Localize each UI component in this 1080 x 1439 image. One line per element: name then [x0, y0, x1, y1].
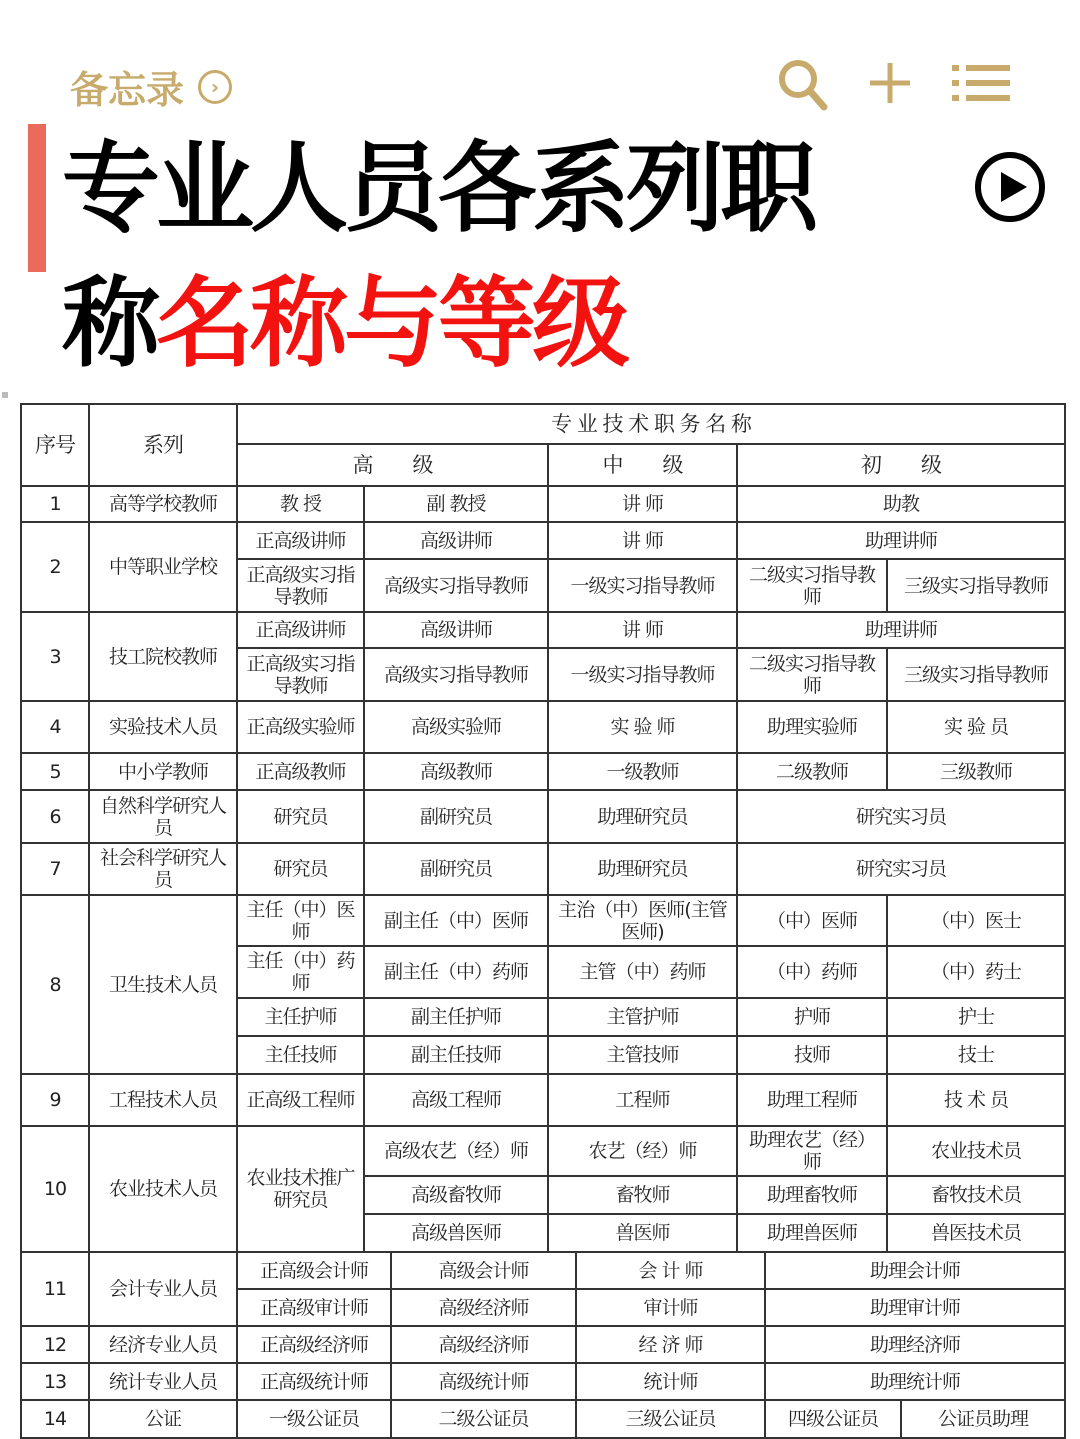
play-icon[interactable] — [975, 152, 1045, 222]
title-cell: 副主任技师 — [364, 1036, 548, 1074]
title-cell: 高级会计师 — [391, 1252, 576, 1289]
title-cell: 助理研究员 — [548, 843, 737, 895]
header-no: 序号 — [21, 404, 89, 486]
header-senior: 高 级 — [237, 444, 548, 486]
row-number: 7 — [21, 843, 89, 895]
title-cell: 讲 师 — [548, 612, 737, 648]
title-cell: 助理工程师 — [737, 1074, 887, 1126]
title-cell: 二级公证员 — [391, 1400, 576, 1438]
table-row — [21, 522, 1065, 559]
row-series: 会计专业人员 — [89, 1252, 237, 1326]
title-cell: 副研究员 — [364, 843, 548, 895]
table-row — [21, 895, 1065, 946]
row-number: 6 — [21, 790, 89, 843]
row-series: 经济专业人员 — [89, 1326, 237, 1363]
title-cell: 公证员助理 — [901, 1400, 1065, 1438]
title-cell: 研究员 — [237, 790, 364, 843]
title-cell: 三级公证员 — [576, 1400, 765, 1438]
title-cell: 正高级工程师 — [237, 1074, 364, 1126]
row-number: 9 — [21, 1074, 89, 1126]
title-cell: 三级实习指导教师 — [887, 559, 1065, 612]
title-cell: 工程师 — [548, 1074, 737, 1126]
title-cell: 正高级实验师 — [237, 701, 364, 753]
title-cell: 高级教师 — [364, 753, 548, 790]
title-accent-bar — [28, 124, 46, 272]
title-cell: 四级公证员 — [765, 1400, 901, 1438]
title-cell: 主管技师 — [548, 1036, 737, 1074]
table-row — [21, 790, 1065, 843]
header-title-names: 专 业 技 术 职 务 名 称 — [237, 404, 1065, 444]
title-cell: 会 计 师 — [576, 1252, 765, 1289]
title-cell: 实 验 师 — [548, 701, 737, 753]
header-junior: 初 级 — [737, 444, 1065, 486]
top-nav-bar — [0, 55, 1080, 115]
row-series: 自然科学研究人员 — [89, 790, 237, 843]
header-series: 系列 — [89, 404, 237, 486]
title-cell: 助教 — [737, 486, 1065, 522]
title-cell: 助理实验师 — [737, 701, 887, 753]
title-cell: 高级畜牧师 — [364, 1176, 548, 1214]
title-cell: 研究实习员 — [737, 843, 1065, 895]
row-series: 中小学教师 — [89, 753, 237, 790]
title-black-part: 称 — [62, 267, 157, 381]
plus-icon[interactable] — [868, 61, 912, 105]
title-cell: 高级经济师 — [391, 1326, 576, 1363]
row-number: 2 — [21, 522, 89, 612]
title-cell: 农艺（经）师 — [548, 1126, 737, 1176]
title-cell: 主管（中）药师 — [548, 946, 737, 998]
title-cell: 助理经济师 — [765, 1326, 1065, 1363]
title-grades-table — [20, 403, 1066, 1253]
note-title-line1: 专业人员各系列职 — [62, 132, 815, 246]
header-middle: 中 级 — [548, 444, 737, 486]
row-number: 10 — [21, 1126, 89, 1252]
title-cell: 正高级会计师 — [237, 1252, 391, 1289]
title-cell: 助理讲师 — [737, 612, 1065, 648]
title-cell: 主任（中）医师 — [237, 895, 364, 946]
row-series: 统计专业人员 — [89, 1363, 237, 1400]
title-cell: 助理讲师 — [737, 522, 1065, 559]
table-row — [21, 1400, 1065, 1438]
title-cell: 教 授 — [237, 486, 364, 522]
table-row — [21, 1074, 1065, 1126]
row-series: 中等职业学校 — [89, 522, 237, 612]
row-series: 技工院校教师 — [89, 612, 237, 701]
title-cell: 高级实习指导教师 — [364, 648, 548, 701]
title-cell: 农业技术推广研究员 — [237, 1126, 364, 1252]
title-cell: 助理兽医师 — [737, 1214, 887, 1252]
title-cell: 高级实验师 — [364, 701, 548, 753]
title-cell: 兽医师 — [548, 1214, 737, 1252]
title-cell: 高级经济师 — [391, 1289, 576, 1326]
title-cell: 讲 师 — [548, 486, 737, 522]
title-cell: 一级实习指导教师 — [548, 648, 737, 701]
row-number: 5 — [21, 753, 89, 790]
title-cell: （中）医士 — [887, 895, 1065, 946]
title-cell: 一级教师 — [548, 753, 737, 790]
title-cell: 农业技术员 — [887, 1126, 1065, 1176]
row-number: 3 — [21, 612, 89, 701]
title-cell: 助理统计师 — [765, 1363, 1065, 1400]
chevron-right-icon: › — [198, 70, 232, 104]
title-cell: 畜牧师 — [548, 1176, 737, 1214]
title-cell: 正高级统计师 — [237, 1363, 391, 1400]
title-cell: 三级教师 — [887, 753, 1065, 790]
title-cell: 高级农艺（经）师 — [364, 1126, 548, 1176]
title-cell: 研究实习员 — [737, 790, 1065, 843]
title-cell: 主治（中）医师(主管医师) — [548, 895, 737, 946]
title-cell: 兽医技术员 — [887, 1214, 1065, 1252]
title-cell: 正高级审计师 — [237, 1289, 391, 1326]
title-cell: 正高级实习指导教师 — [237, 559, 364, 612]
title-cell: 二级实习指导教师 — [737, 648, 887, 701]
table-row — [21, 701, 1065, 753]
row-series: 实验技术人员 — [89, 701, 237, 753]
table-row — [21, 843, 1065, 895]
title-cell: 副主任护师 — [364, 998, 548, 1036]
note-title-line2 — [62, 267, 627, 381]
title-cell: 副主任（中）医师 — [364, 895, 548, 946]
title-cell: 经 济 师 — [576, 1326, 765, 1363]
title-cell: （中）药士 — [887, 946, 1065, 998]
title-cell: 审计师 — [576, 1289, 765, 1326]
back-to-notes-button[interactable] — [70, 59, 232, 114]
title-cell: 主任护师 — [237, 998, 364, 1036]
title-cell: 二级教师 — [737, 753, 887, 790]
title-cell: 一级公证员 — [237, 1400, 391, 1438]
table-row — [21, 753, 1065, 790]
row-series: 农业技术人员 — [89, 1126, 237, 1252]
title-cell: 高级兽医师 — [364, 1214, 548, 1252]
row-number: 11 — [21, 1252, 89, 1326]
title-cell: （中）药师 — [737, 946, 887, 998]
title-cell: 讲 师 — [548, 522, 737, 559]
title-grades-table-lower — [20, 1251, 1066, 1439]
title-cell: 实 验 员 — [887, 701, 1065, 753]
table-row — [21, 1363, 1065, 1400]
title-cell: 助理农艺（经）师 — [737, 1126, 887, 1176]
title-cell: 主任技师 — [237, 1036, 364, 1074]
title-cell: 高级工程师 — [364, 1074, 548, 1126]
title-cell: 高级讲师 — [364, 522, 548, 559]
title-cell: 正高级经济师 — [237, 1326, 391, 1363]
row-series: 社会科学研究人员 — [89, 843, 237, 895]
row-number: 4 — [21, 701, 89, 753]
title-cell: 高级实习指导教师 — [364, 559, 548, 612]
title-cell: 二级实习指导教师 — [737, 559, 887, 612]
title-cell: 统计师 — [576, 1363, 765, 1400]
row-series: 工程技术人员 — [89, 1074, 237, 1126]
title-cell: 技 术 员 — [887, 1074, 1065, 1126]
title-cell: 高级统计师 — [391, 1363, 576, 1400]
row-number: 14 — [21, 1400, 89, 1438]
title-cell: 副研究员 — [364, 790, 548, 843]
title-cell: 正高级教师 — [237, 753, 364, 790]
title-cell: 高级讲师 — [364, 612, 548, 648]
title-cell: （中）医师 — [737, 895, 887, 946]
title-cell: 助理畜牧师 — [737, 1176, 887, 1214]
title-cell: 主管护师 — [548, 998, 737, 1036]
title-cell: 畜牧技术员 — [887, 1176, 1065, 1214]
title-cell: 研究员 — [237, 843, 364, 895]
row-number: 13 — [21, 1363, 89, 1400]
search-icon[interactable] — [776, 57, 830, 111]
table-row — [21, 1252, 1065, 1289]
row-series: 公证 — [89, 1400, 237, 1438]
title-cell: 正高级讲师 — [237, 522, 364, 559]
title-cell: 护士 — [887, 998, 1065, 1036]
title-cell: 正高级讲师 — [237, 612, 364, 648]
table-row — [21, 612, 1065, 648]
title-cell: 三级实习指导教师 — [887, 648, 1065, 701]
title-cell: 一级实习指导教师 — [548, 559, 737, 612]
title-cell: 技士 — [887, 1036, 1065, 1074]
table-row — [21, 486, 1065, 522]
title-red-part: 名称与等级 — [156, 267, 627, 381]
row-number: 8 — [21, 895, 89, 1074]
title-cell: 助理研究员 — [548, 790, 737, 843]
row-series: 高等学校教师 — [89, 486, 237, 522]
title-cell: 正高级实习指导教师 — [237, 648, 364, 701]
title-cell: 助理审计师 — [765, 1289, 1065, 1326]
row-number: 12 — [21, 1326, 89, 1363]
row-number: 1 — [21, 486, 89, 522]
title-cell: 技师 — [737, 1036, 887, 1074]
row-series: 卫生技术人员 — [89, 895, 237, 1074]
title-cell: 主任（中）药师 — [237, 946, 364, 998]
title-cell: 副主任（中）药师 — [364, 946, 548, 998]
title-cell: 副 教授 — [364, 486, 548, 522]
title-cell: 助理会计师 — [765, 1252, 1065, 1289]
image-anchor-marker — [2, 392, 8, 398]
back-label: 备忘录 — [70, 68, 185, 112]
title-cell: 护师 — [737, 998, 887, 1036]
table-row — [21, 1326, 1065, 1363]
list-icon[interactable] — [952, 63, 1010, 103]
table-row — [21, 1126, 1065, 1176]
